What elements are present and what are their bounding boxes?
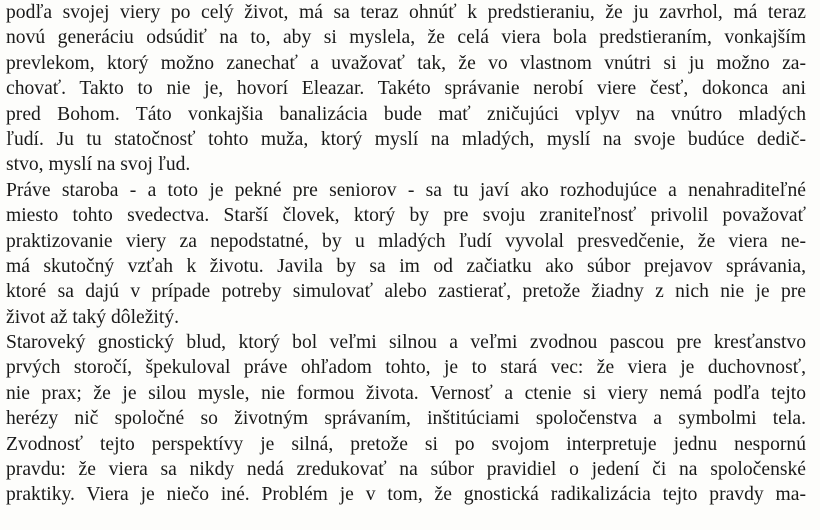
text-line: život až taký dôležitý. [6, 306, 180, 328]
text-line: novú generáciu odsúdiť na to, aby si myslela, že celá viera bola predstieraním, vonkajším [6, 27, 806, 49]
text-line: má skutočný vzťah k životu. Javila by sa im od začiatku ako súbor prejavov správania, [6, 255, 806, 277]
paragraph-3 [6, 330, 806, 508]
text-line: Staroveký gnostický blud, ktorý bol veľmi silnou a veľmi zvodnou pascou pre kresťanstvo [6, 332, 806, 354]
body-text [6, 0, 806, 508]
text-line: pravdu: že viera sa nikdy nedá zredukovať na súbor pravidiel o jedení či na spoločenské [6, 459, 806, 481]
text-line: Práve staroba - a toto je pekné pre seniorov - sa tu javí ako rozhodujúce a nenahraditeľné [6, 179, 806, 201]
text-line: prvých storočí, špekuloval práve ohľadom tohto, je to stará vec: že viera je duchovnosť, [6, 357, 806, 379]
text-line: miesto tohto svedectva. Starší človek, ktorý by pre svoju zraniteľnosť privolil považovať [6, 205, 806, 227]
text-line: Zvodnosť tejto perspektívy je silná, pretože si po svojom interpretuje jednu nespornú [6, 433, 806, 455]
text-line: chovať. Takto to nie je, hovorí Eleazar. Takéto správanie nerobí viere česť, dokonca ani [6, 78, 806, 100]
text-line: praktiky. Viera je niečo iné. Problém je v tom, že gnostická radikalizácia tejto pravdy ma- [6, 484, 806, 506]
text-line: prevlekom, ktorý možno zanechať a uvažovať tak, že vo vlastnom vnútri si ju možno za- [6, 52, 806, 74]
text-line: podľa svojej viery po celý život, má sa teraz ohnúť k predstieraniu, že ju zavrhol, má teraz [6, 2, 806, 23]
text-line: ktoré sa dajú v prípade potreby simulovať alebo zastierať, pretože žiadny z nich nie je pre [6, 281, 806, 303]
text-line: praktizovanie viery za nepodstatné, by u mladých ľudí vyvolal presvedčenie, že viera ne- [6, 230, 806, 252]
paragraph-1 [6, 0, 806, 178]
text-line: pred Bohom. Táto vonkajšia banalizácia bude mať zničujúci vplyv na vnútro mladých [6, 103, 806, 125]
paragraph-2 [6, 178, 806, 330]
text-line: ľudí. Ju tu statočnosť tohto muža, ktorý myslí na mladých, myslí na svoje budúce dedič- [6, 128, 806, 150]
text-line: stvo, myslí na svoj ľud. [6, 154, 191, 176]
text-line: nie prax; že je silou mysle, nie formou života. Vernosť a ctenie si viery nemá podľa tejto [6, 382, 806, 404]
text-line: herézy nič spoločné so životným správaním, inštitúciami spoločenstva a symbolmi tela. [6, 408, 806, 430]
